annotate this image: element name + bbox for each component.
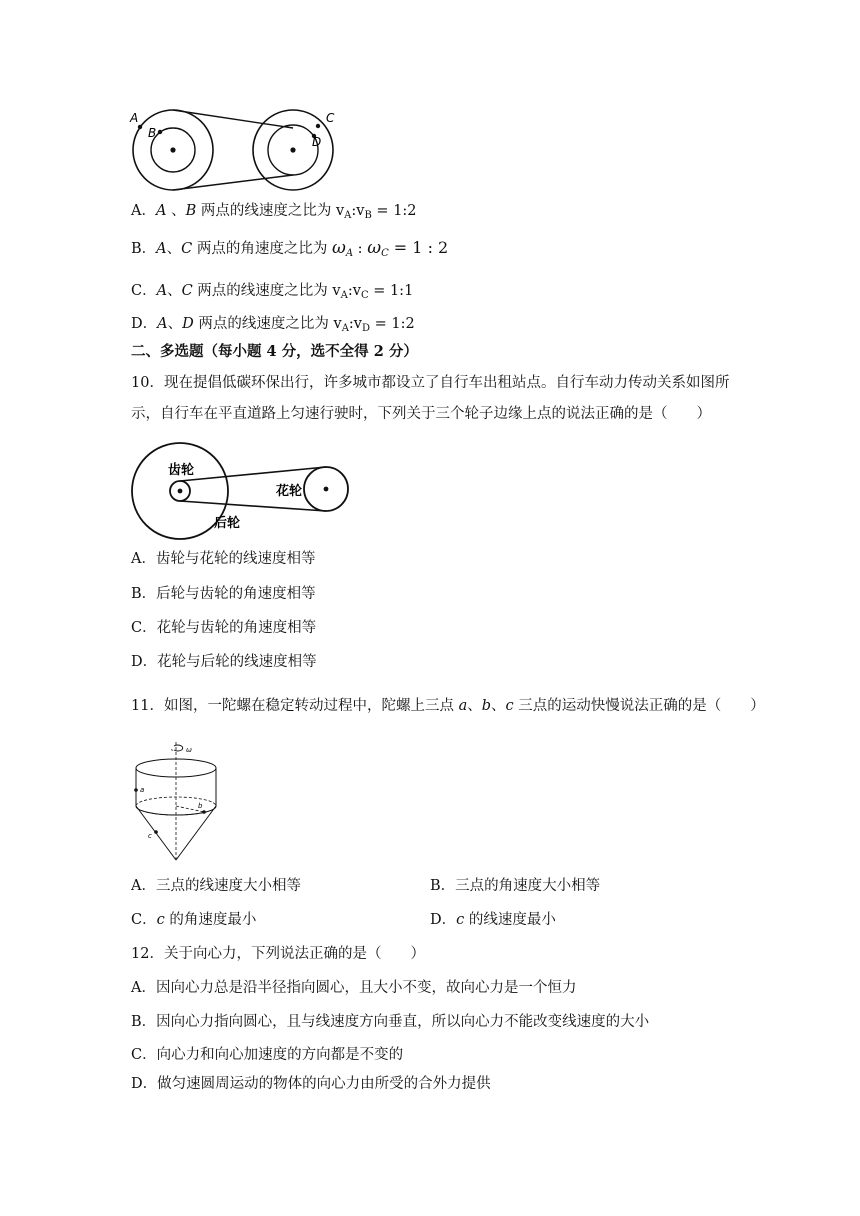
q9-option-b: B．A、C 两点的角速度之比为 $\omega_A$ : $\omega_C = 1$ : 2 <box>131 238 449 259</box>
q11-option-d: D．c 的线速度最小 <box>430 912 556 928</box>
q12-option-c: C．向心力和向心加速度的方向都是不变的 <box>131 1047 404 1063</box>
q10-option-c: C．花轮与齿轮的角速度相等 <box>131 620 317 636</box>
omega-label: ω <box>186 746 192 754</box>
bicycle-transmission-figure <box>128 440 358 540</box>
label-a: A <box>130 111 139 125</box>
q9-option-d: D．A、D 两点的线速度之比为 $v_A:v_D$ = 1:2 <box>131 316 415 334</box>
point-c-label: c <box>148 832 152 840</box>
spinning-top-figure <box>128 738 238 863</box>
label-b: B <box>148 126 157 140</box>
flower-wheel-label: 花轮 <box>276 484 303 499</box>
point-a-label: a <box>140 786 145 794</box>
pulley-belt-figure <box>128 104 348 196</box>
gear-label: 齿轮 <box>168 463 195 478</box>
q10-stem: 10．现在提倡低碳环保出行，许多城市都设立了自行车出租站点。自行车动力传动关系如图所示，自行车在平直道路上匀速行驶时，下列关于三个轮子边缘上点的说法正确的是（ ） <box>131 375 730 422</box>
section-title: 二、多选题（每小题 4 分，选不全得 2 分） <box>131 343 418 360</box>
q11-option-a: A．三点的线速度大小相等 <box>131 878 301 894</box>
q9-option-c: C．A、C 两点的线速度之比为 $v_A:v_C$ = 1:1 <box>131 283 414 301</box>
q11-stem: 11．如图，一陀螺在稳定转动过程中，陀螺上三点 a、b、c 三点的运动快慢说法正确的是（ ） <box>131 698 765 714</box>
q11-option-c: C．c 的角速度最小 <box>131 912 257 928</box>
q10-option-b: B．后轮与齿轮的角速度相等 <box>131 586 316 602</box>
q12-option-d: D．做匀速圆周运动的物体的向心力由所受的合外力提供 <box>131 1076 491 1092</box>
q10-option-a: A．齿轮与花轮的线速度相等 <box>131 551 316 567</box>
label-d: D <box>312 135 322 149</box>
q11-option-b: B．三点的角速度大小相等 <box>430 878 601 894</box>
label-c: C <box>326 111 335 125</box>
q12-option-a: A．因向心力总是沿半径指向圆心，且大小不变，故向心力是一个恒力 <box>131 980 577 996</box>
q12-option-b: B．因向心力指向圆心，且与线速度方向垂直，所以向心力不能改变线速度的大小 <box>131 1014 650 1030</box>
q9-option-a: A．A 、B 两点的线速度之比为 $v_A:v_B$ = 1:2 <box>131 203 417 221</box>
point-b-label: b <box>198 802 203 810</box>
q12-stem: 12．关于向心力，下列说法正确的是（ ） <box>131 946 425 962</box>
q10-option-d: D．花轮与后轮的线速度相等 <box>131 654 317 670</box>
rear-wheel-label: 后轮 <box>214 516 241 531</box>
